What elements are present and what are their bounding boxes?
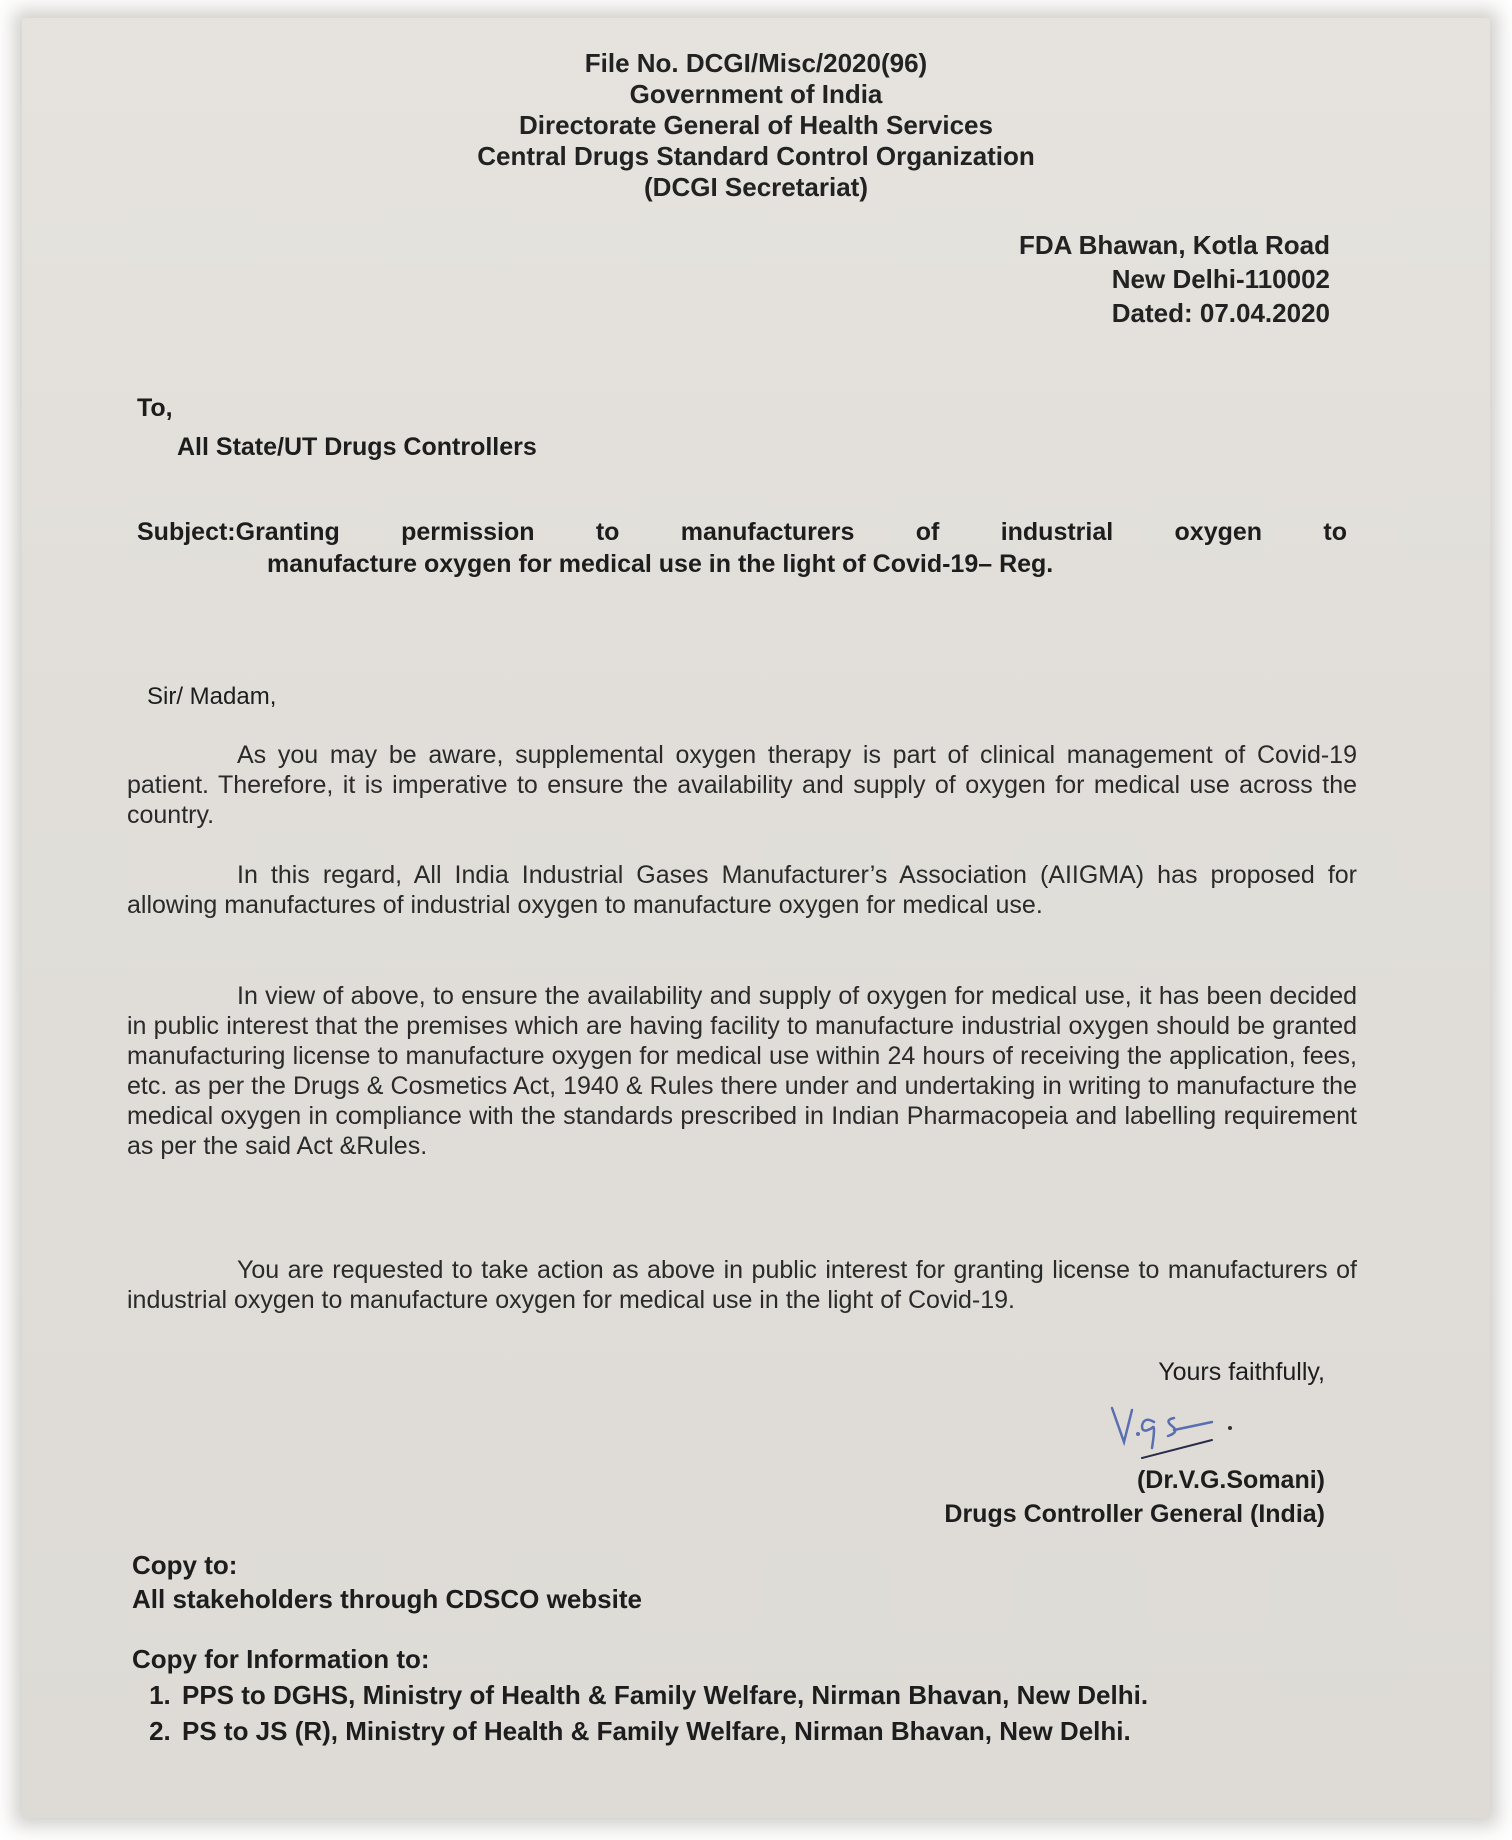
salutation: Sir/ Madam, [147, 683, 277, 710]
list-item: 2. PS to JS (R), Ministry of Health & Family Welfare, Nirman Bhavan, New Delhi. [178, 1715, 1362, 1747]
to-label: To, [137, 394, 173, 422]
directorate-name: Directorate General of Health Services [519, 110, 993, 140]
copy-for-information-list [132, 1679, 1362, 1747]
body-paragraph [127, 1255, 1357, 1315]
letterhead [22, 48, 1490, 203]
signatory [944, 1463, 1325, 1531]
copy-to-label: Copy to: [132, 1550, 238, 1580]
secretariat-name: (DCGI Secretariat) [644, 172, 868, 202]
paragraph-text: In this regard, All India Industrial Gases Manufacturer’s Association (AIIGMA) has proposed for allowing manufactures of industrial oxygen to manufacture oxygen for medical use. [127, 861, 1357, 919]
address-line-2: New Delhi-110002 [1111, 264, 1330, 294]
copy-for-information-section [132, 1643, 1362, 1751]
subject-line-2: manufacture oxygen for medical use in the light of Covid-19– Reg. [267, 550, 1054, 578]
signature-mark [1102, 1400, 1242, 1460]
paragraph-text: As you may be aware, supplemental oxygen therapy is part of clinical management of Covid-19 patient. Therefore, it is imperative to ensure the availability and supply of oxygen for medical use across the country. [127, 741, 1357, 829]
date: Dated: 07.04.2020 [1111, 298, 1330, 328]
body-paragraph [127, 981, 1357, 1161]
file-number: File No. DCGI/Misc/2020(96) [584, 48, 928, 78]
subject-line-1: Subject:Granting permission to manufacturers of industrial oxygen to [137, 518, 1347, 546]
copy-to-section [132, 1548, 642, 1616]
list-item: 1. PPS to DGHS, Ministry of Health & Family Welfare, Nirman Bhavan, New Delhi. [178, 1679, 1362, 1711]
document-page [22, 18, 1490, 1818]
recipient-name: All State/UT Drugs Controllers [177, 433, 537, 461]
signatory-name: (Dr.V.G.Somani) [1136, 1466, 1325, 1494]
paragraph-text: In view of above, to ensure the availability and supply of oxygen for medical use, it has been decided in public interest that the premises which are having facility to manufacture industrial oxygen should be granted manufacturing license to manufacture oxygen for medical use within 24 hours of receiving the application, fees, etc. as per the Drugs & Cosmetics Act, 1940 & Rules there under and undertaking in writing to manufacture the medical oxygen in compliance with the standards prescribed in Indian Pharmacopeia and labelling requirement as per the said Act &Rules. [127, 982, 1357, 1160]
closing: Yours faithfully, [1158, 1358, 1325, 1386]
sender-address [1019, 228, 1330, 330]
government-name: Government of India [629, 79, 883, 109]
signatory-designation: Drugs Controller General (India) [944, 1500, 1325, 1528]
paragraph-text: You are requested to take action as above in public interest for granting license to manufacturers of industrial oxygen to manufacture oxygen for medical use in the light of Covid-19. [127, 1256, 1357, 1314]
subject [137, 516, 1347, 580]
body-paragraph [127, 860, 1357, 920]
organization-name: Central Drugs Standard Control Organization [477, 141, 1035, 171]
body-paragraph [127, 740, 1357, 830]
copy-for-information-label: Copy for Information to: [132, 1644, 430, 1674]
copy-to-value: All stakeholders through CDSCO website [132, 1584, 642, 1614]
address-line-1: FDA Bhawan, Kotla Road [1018, 230, 1330, 260]
